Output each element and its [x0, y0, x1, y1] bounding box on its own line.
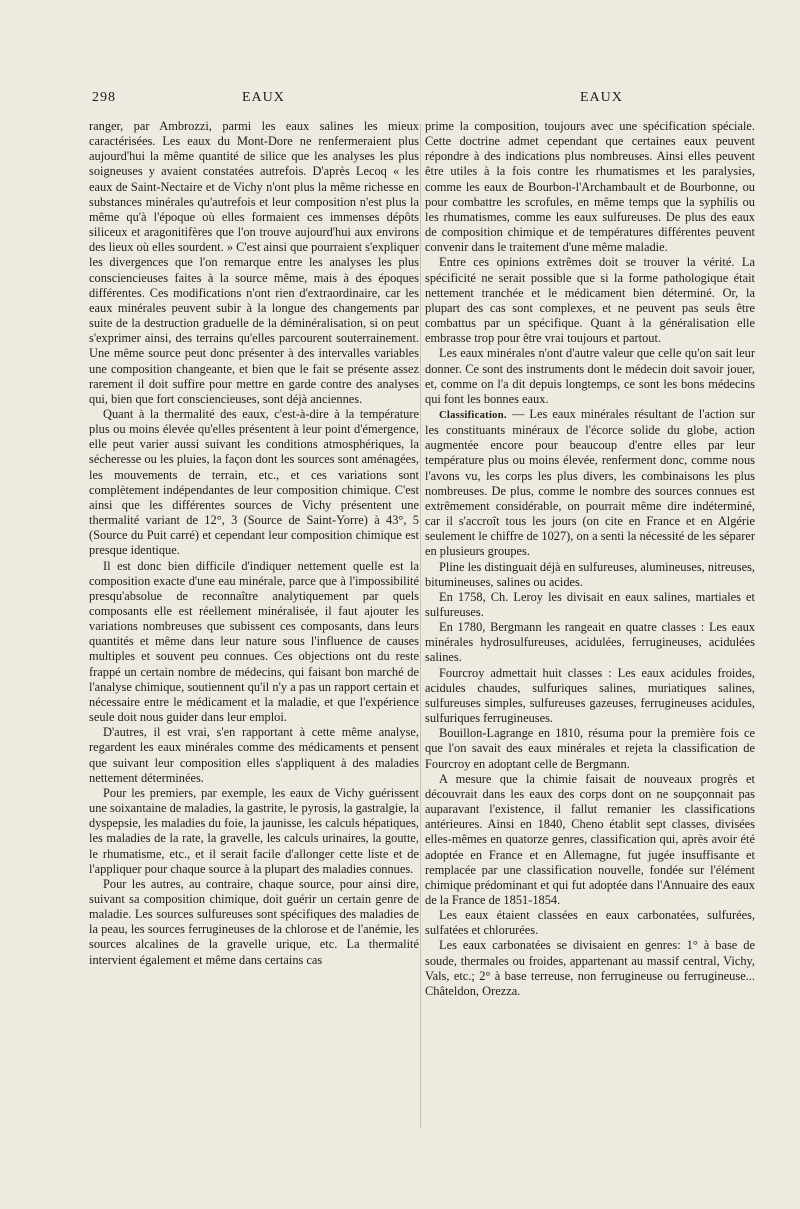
page-number: 298: [92, 90, 116, 105]
running-head-right: EAUX: [580, 90, 623, 105]
paragraph: Les eaux minérales n'ont d'autre valeur que celle qu'on sait leur donner. Ce sont des instruments dont le médecin doit savoir jouer, et, comme on l'a dit depuis longtemps, ce sont les bons médecins qui font les bonnes eaux.: [425, 346, 755, 406]
paragraph: prime la composition, toujours avec une spécification spéciale. Cette doctrine admet cependant que certaines eaux peuvent répondre à des indications plus nombreuses. Ainsi elles peuvent être utiles à la fois contre les rhumatismes et les paralysies, comme les eaux de Bourbon-l'Archambault et de Bourbonne, ou pour combattre les scrofules, en même temps que la syphilis ou les rhumatismes, comme les eaux sulfureuses. De plus des eaux de composition chimique et de températures différentes peuvent convenir dans le traitement d'une même maladie.: [425, 119, 755, 255]
section-heading: Classification.: [439, 409, 507, 421]
paragraph: Bouillon-Lagrange en 1810, résuma pour la première fois ce que l'on savait des eaux minérales et rejeta la classification de Fourcroy en adoptant celle de Bergmann.: [425, 726, 755, 771]
left-column: [89, 119, 419, 968]
paragraph: Fourcroy admettait huit classes : Les eaux acidules froides, acidules chaudes, sulfuriques salines, muriatiques salines, sulfureuses simples, sulfureuses gazeuses, ferrugineuses acidules, sulfuriques ferrugineuses.: [425, 665, 755, 726]
paragraph: D'autres, il est vrai, s'en rapportant à cette même analyse, regardent les eaux minérales comme des médicaments et pensent que suivant leur composition elles s'appliquent à des maladies nettement déterminées.: [89, 725, 419, 785]
paragraph: A mesure que la chimie faisait de nouveaux progrès et découvrait dans les eaux des corps dont on ne soupçonnait pas auparavant l'existence, il fallut remanier les classifications antérieures. Ainsi en 1840, Cheno établit sept classes, divisées elles-mêmes en quatorze genres, classification qui, après avoir été adoptée en France et en Allemagne, fut jugée insuffisante et remplacée par une classification nouvelle, fondée sur l'élément chimique prédominant et qui fut adoptée dans l'Annuaire des eaux de la France de 1851-1854.: [425, 771, 755, 907]
paragraph: En 1758, Ch. Leroy les divisait en eaux salines, martiales et sulfureuses.: [425, 589, 755, 619]
right-column: [425, 119, 755, 999]
paragraph: Il est donc bien difficile d'indiquer nettement quelle est la composition exacte d'une eau minérale, parce que à l'impossibilité presqu'absolue de reconnaître analytiquement par quels composants elle est réellement minéralisée, il faut ajouter les variations nombreuses que subissent ces composants, dans leurs quantités et même dans leur nature sous l'influence de causes multiples et souvent peu connues. Ces objections ont du reste frappé un certain nombre de médecins, qui faisant bon marché de l'analyse chimique, soutiennent qu'il n'y a pas un rapport certain et nécessaire entre le médicament et la maladie, et que l'expérience seule doit nous guider dans leur emploi.: [89, 558, 419, 725]
paragraph: En 1780, Bergmann les rangeait en quatre classes : Les eaux minérales hydrosulfureuses, acidulées, ferrugineuses, acidulées salines.: [425, 620, 755, 665]
paragraph: Pline les distinguait déjà en sulfureuses, alumineuses, nitreuses, bitumineuses, salines ou acides.: [425, 559, 755, 589]
paragraph: Pour les premiers, par exemple, les eaux de Vichy guérissent une soixantaine de maladies, la gastrite, le pyrosis, la gastralgie, la dyspepsie, les maladies du foie, la jaunisse, les calculs hépatiques, les maladies de la rate, la gravelle, les calculs urinaires, la goutte, le rhumatisme, etc., et il serait facile d'allonger cette liste et de l'appliquer pour chaque source à la plupart des maladies connues.: [89, 785, 419, 876]
column-divider: [420, 124, 421, 1128]
running-head-left: EAUX: [242, 90, 285, 105]
classification-paragraph: [425, 407, 755, 560]
paragraph: Les eaux étaient classées en eaux carbonatées, sulfurées, sulfatées et chlorurées.: [425, 908, 755, 938]
paragraph: Pour les autres, au contraire, chaque source, pour ainsi dire, suivant sa composition chimique, doit guérir un certain genre de maladie. Les sources sulfureuses sont spécifiques des maladies de la peau, les sources ferrugineuses de la chlorose et de l'anémie, les sources alcalines de la gravelle urique, etc. La thermalité intervient également et même dans certains cas: [89, 876, 419, 967]
paragraph: Entre ces opinions extrêmes doit se trouver la vérité. La spécificité ne serait possible que si la forme pathologique était nettement tranchée et le médicament bien déterminé. Or, la plupart des cas sont complexes, et ne peuvent pas seuls être combattus par un spécifique. Quant à la généralisation elle embrasse trop pour être vrai toujours et partout.: [425, 255, 755, 346]
page-header: [0, 90, 800, 112]
paragraph: Les eaux carbonatées se divisaient en genres: 1° à base de soude, thermales ou froides, appartenant au massif central, Vichy, Vals, etc.; 2° à base terreuse, non ferrugineuse ou ferrugineuse... Châteldon, Orezza.: [425, 938, 755, 998]
paragraph: ranger, par Ambrozzi, parmi les eaux salines les mieux caractérisées. Les eaux du Mont-Dore ne renfermeraient plus aujourd'hui la même quantité de silice que les analyses les plus soigneuses y avaient constatées autrefois. D'après Lecoq « les eaux de Saint-Nectaire et de Vichy n'ont plus la même richesse en substances minérales qu'autrefois et leur composition n'est plus la même qu'à l'époque où elles formaient ces immenses dépôts siliceux et aragonitifères que l'on trouve aujourd'hui aux environs des lieux où elles sourdent. » C'est ainsi que pourraient s'expliquer les divergences que l'on remarque entre les analyses les plus consciencieuses faites à la source même, mais à des époques différentes. Ces modifications n'ont rien d'extraordinaire, car les eaux minérales peuvent subir à la longue des changements par suite de la destruction graduelle de la déminéralisation, si on peut s'exprimer ainsi, des terrains qu'elles parcourent souterrainement. Une même source peut donc présenter à des intervalles variables une composition changeante, et bien que le fait se présente assez rarement il doit suffire pour mettre en garde contre des analyses qui, bien que fort consciencieuses, sont déjà anciennes.: [89, 119, 419, 406]
paragraph-text: — Les eaux minérales résultant de l'action sur les constituants minéraux de l'écorce solide du globe, action augmentée encore pour beaucoup d'entre elles par leur température plus ou moins élevée, renferment donc, comme nous l'avons vu, les corps les plus divers, les combinaisons les plus nombreuses. De plus, comme le nombre des sources connues est extrêmement considérable, on pourrait même dire indéterminé, car il s'accroît tous les jours (on cite en France et en Algérie seulement le chiffre de 1027), on a senti la nécessité de les séparer en plusieurs groupes.: [425, 406, 755, 559]
paragraph: Quant à la thermalité des eaux, c'est-à-dire à la température plus ou moins élevée qu'elles présentent à leur point d'émergence, elle peut varier aussi suivant les conditions atmosphériques, la sécheresse ou les pluies, la façon dont les sources sont aménagées, les mouvements de terrain, etc., et ces variations sont complètement indépendantes de leur composition chimique. C'est ainsi que les différentes sources de Vichy présentent une thermalité variant de 12°, 3 (Source de Saint-Yorre) à 43°, 5 (Source du Puit carré) et cependant leur composition chimique est presque identique.: [89, 406, 419, 558]
